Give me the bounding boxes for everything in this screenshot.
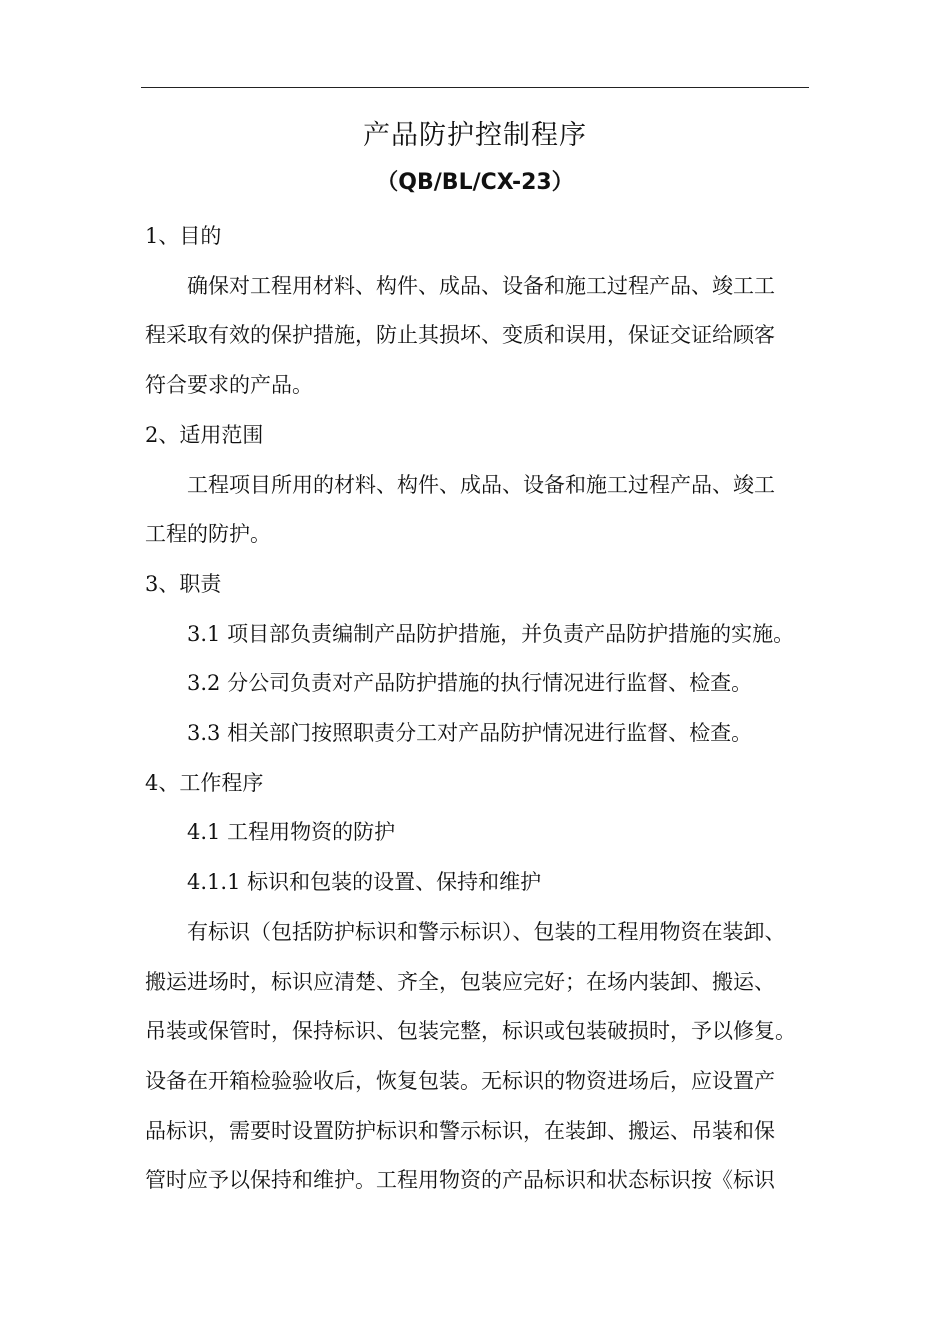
text-line: 3.3 相关部门按照职责分工对产品防护情况进行监督、检查。 — [187, 721, 753, 746]
text-line: 搬运进场时，标识应清楚、齐全，包装应完好；在场内装卸、搬运、 — [145, 969, 775, 994]
text-line: 管时应予以保持和维护。工程用物资的产品标识和状态标识按《标识 — [145, 1168, 775, 1193]
text-line: 4.1 工程用物资的防护 — [187, 820, 396, 845]
text-line: 符合要求的产品。 — [145, 373, 313, 398]
text-line: 工程项目所用的材料、构件、成品、设备和施工过程产品、竣工 — [187, 472, 775, 497]
text-line: 品标识，需要时设置防护标识和警示标识，在装卸、搬运、吊装和保 — [145, 1118, 775, 1143]
document-title: 产品防护控制程序 — [363, 120, 587, 151]
text-line: 4.1.1 标识和包装的设置、保持和维护 — [187, 870, 542, 895]
text-line: 4、工作程序 — [145, 770, 264, 795]
text-line: 2、适用范围 — [145, 422, 264, 447]
text-line: 程采取有效的保护措施，防止其损坏、变质和误用，保证交证给顾客 — [145, 323, 775, 348]
text-line: 工程的防护。 — [145, 522, 271, 547]
text-line: 有标识（包括防护标识和警示标识）、包装的工程用物资在装卸、 — [187, 919, 786, 944]
document-body — [145, 212, 809, 1206]
document-code: （QB/BL/CX-23） — [376, 170, 574, 195]
text-line: 3、职责 — [145, 571, 222, 596]
header-rule — [141, 87, 809, 88]
text-line: 3.2 分公司负责对产品防护措施的执行情况进行监督、检查。 — [187, 671, 753, 696]
text-line: 3.1 项目部负责编制产品防护措施，并负责产品防护措施的实施。 — [187, 621, 795, 646]
text-line: 确保对工程用材料、构件、成品、设备和施工过程产品、竣工工 — [187, 273, 775, 298]
text-line: 设备在开箱检验验收后，恢复包装。无标识的物资进场后，应设置产 — [145, 1068, 775, 1093]
text-line: 吊装或保管时，保持标识、包装完整，标识或包装破损时，予以修复。 — [145, 1019, 796, 1044]
text-line: 1、目的 — [145, 224, 222, 248]
